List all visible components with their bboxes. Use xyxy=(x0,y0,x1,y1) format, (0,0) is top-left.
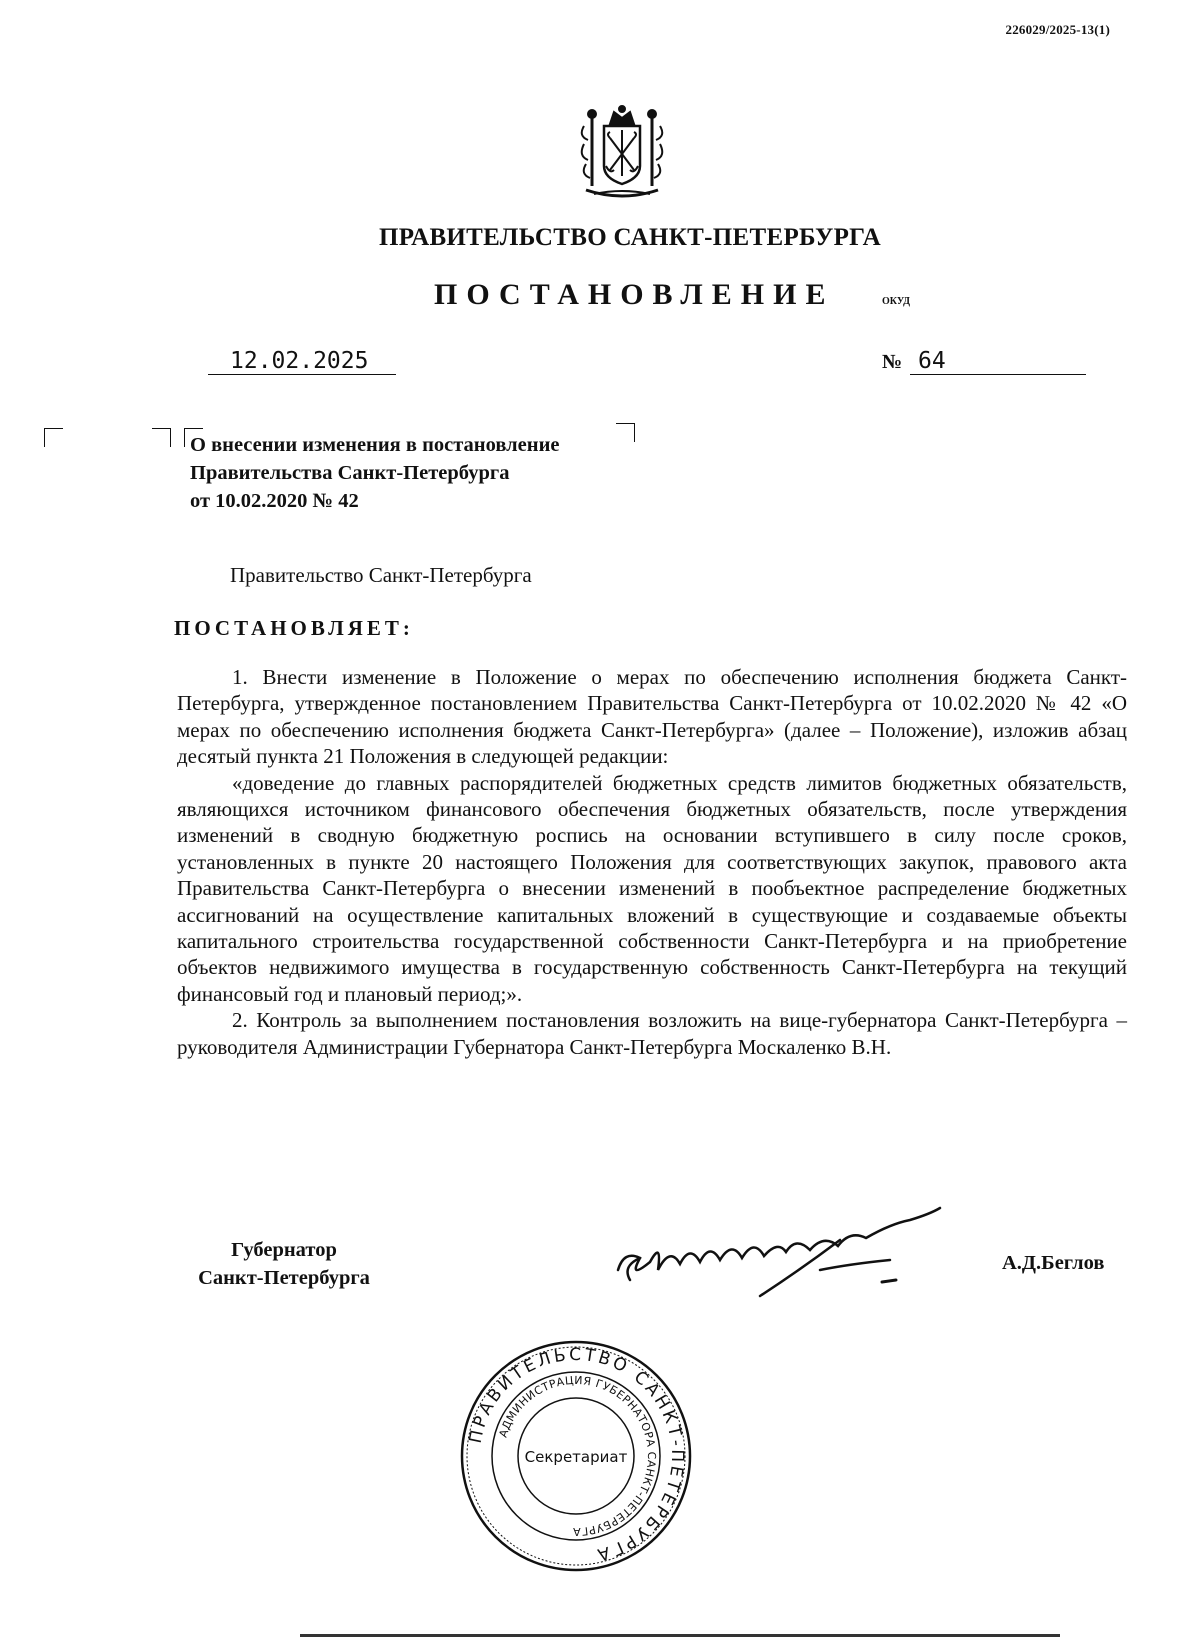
paragraph-1: 1. Внести изменение в Положение о мерах по обеспечению исполнения бюджета Санкт-Петербурга, утвержденное постановлением Правительства Санкт-Петербурга от 10.02.2020 № 42 «О мерах по обеспечению исполнения бюджета Санкт-Петербурга» (далее – Положение), изложив абзац десятый пункта 21 Положения в следующей редакции: xyxy=(177,665,1127,769)
paragraph-quoted-amendment: «доведение до главных распорядителей бюджетных средств лимитов бюджетных обязательств, являющихся источником финансового обеспечения бюджетных обязательств, после утверждения изменений в сводную бюджетную роспись на основании вступившего в силу после сроков, установленных в пункте 20 настоящего Положения для соответствующих закупок, правового акта Правительства Санкт-Петербурга о внесении изменений в пообъектное распределение бюджетных ассигнований на осуществление капитальных вложений в существующие и создаваемые объекты капитального строительства государственной собственности Санкт-Петербурга и на приобретение объектов недвижимого имущества в государственную собственность Санкт-Петербурга на текущий финансовый год и плановый период;». xyxy=(177,770,1127,1006)
preamble: Правительство Санкт-Петербурга xyxy=(230,563,532,587)
subject-corner-mark-left-outer xyxy=(152,428,171,447)
subject-line-3: от 10.02.2020 № 42 xyxy=(190,490,359,512)
left-margin-corner-mark xyxy=(44,428,63,447)
subject-corner-mark-right xyxy=(616,423,635,442)
stamp-inner-text: АДМИНИСТРАЦИЯ ГУБЕРНАТОРА САНКТ-ПЕТЕРБУРГА xyxy=(496,1373,659,1539)
stamp-center-text: Секретариат xyxy=(524,1448,628,1466)
signatory-title-line-1: Губернатор xyxy=(231,1239,337,1261)
document-reference-number: 226029/2025-13(1) xyxy=(1005,22,1110,37)
paragraph-2: 2. Контроль за выполнением постановления возложить на вице-губернатора Санкт-Петербурга – руководителя Администрации Губернатора Санкт-Петербурга Москаленко В.Н. xyxy=(177,1008,1127,1059)
bottom-edge-line xyxy=(300,1634,1060,1637)
decree-date: 12.02.2025 xyxy=(208,348,396,375)
decree-subject xyxy=(190,431,559,515)
decree-number-label: № xyxy=(882,351,903,373)
government-title: ПРАВИТЕЛЬСТВО САНКТ-ПЕТЕРБУРГА xyxy=(378,224,882,251)
subject-line-2: Правительства Санкт-Петербурга xyxy=(190,462,510,484)
stamp-outer-text: ПРАВИТЕЛЬСТВО САНКТ-ПЕТЕРБУРГА xyxy=(465,1344,688,1566)
signatory-title-line-2: Санкт-Петербурга xyxy=(198,1267,370,1289)
official-seal-stamp xyxy=(458,1338,694,1574)
document-type-title: ПОСТАНОВЛЕНИЕ xyxy=(434,278,835,311)
signatory-name: А.Д.Беглов xyxy=(1002,1252,1105,1274)
signatory-title xyxy=(178,1236,390,1292)
okud-label: ОКУД xyxy=(882,296,911,307)
decree-number: 64 xyxy=(910,348,1086,375)
handwritten-signature xyxy=(610,1200,980,1310)
saint-petersburg-coat-of-arms-icon xyxy=(576,104,668,202)
subject-line-1: О внесении изменения в постановление xyxy=(190,434,560,456)
resolves-heading: ПОСТАНОВЛЯЕТ: xyxy=(174,616,414,640)
decree-body xyxy=(177,664,1127,1060)
